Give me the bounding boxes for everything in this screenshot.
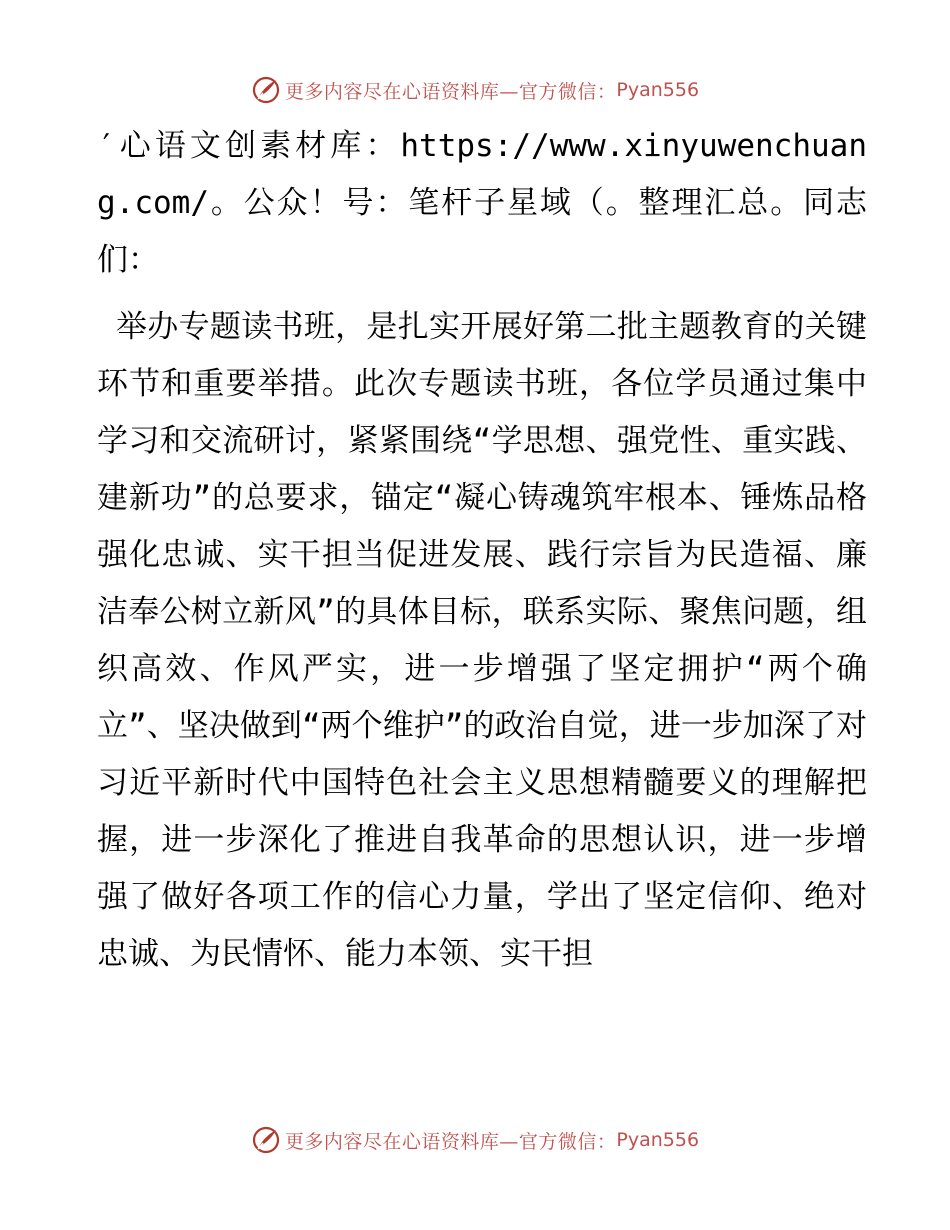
document-body: [97, 118, 867, 983]
main-paragraph: 举办专题读书班，是扎实开展好第二批主题教育的关键环节和重要举措。此次专题读书班，各位学员通过集中学习和交流研讨，紧紧围绕“学思想、强党性、重实践、建新功”的总要求，锚定“凝心铸魂筑牢根本、锤炼品格强化忠诚、实干担当促进发展、践行宗旨为民造福、廉洁奉公树立新风”的具体目标，联系实际、聚焦问题，组织高效、作风严实，进一步增强了坚定拥护“两个确立”、坚决做到“两个维护”的政治自觉，进一步加深了对习近平新时代中国特色社会主义思想精髓要义的理解把握，进一步深化了推进自我革命的思想认识，进一步增强了做好各项工作的信心力量，学出了坚定信仰、绝对忠诚、为民情怀、能力本领、实干担: [97, 309, 868, 972]
footer-banner-wechat-id: Pyan556: [616, 1129, 700, 1151]
footer-watermark-banner: [0, 1122, 950, 1158]
quill-logo-icon: [251, 75, 281, 105]
quill-logo-icon: [251, 1125, 281, 1155]
intro-paragraph: ′心语文创素材库：https://www.xinyuwenchuang.com/。公众！号：笔杆子星域（。整理汇总。同志们：: [97, 128, 867, 278]
header-watermark-banner: [0, 72, 950, 108]
header-banner-wechat-id: Pyan556: [616, 79, 700, 101]
footer-banner-text: 更多内容尽在心语资料库—官方微信：: [284, 1130, 617, 1153]
header-banner-text: 更多内容尽在心语资料库—官方微信：: [284, 80, 617, 103]
